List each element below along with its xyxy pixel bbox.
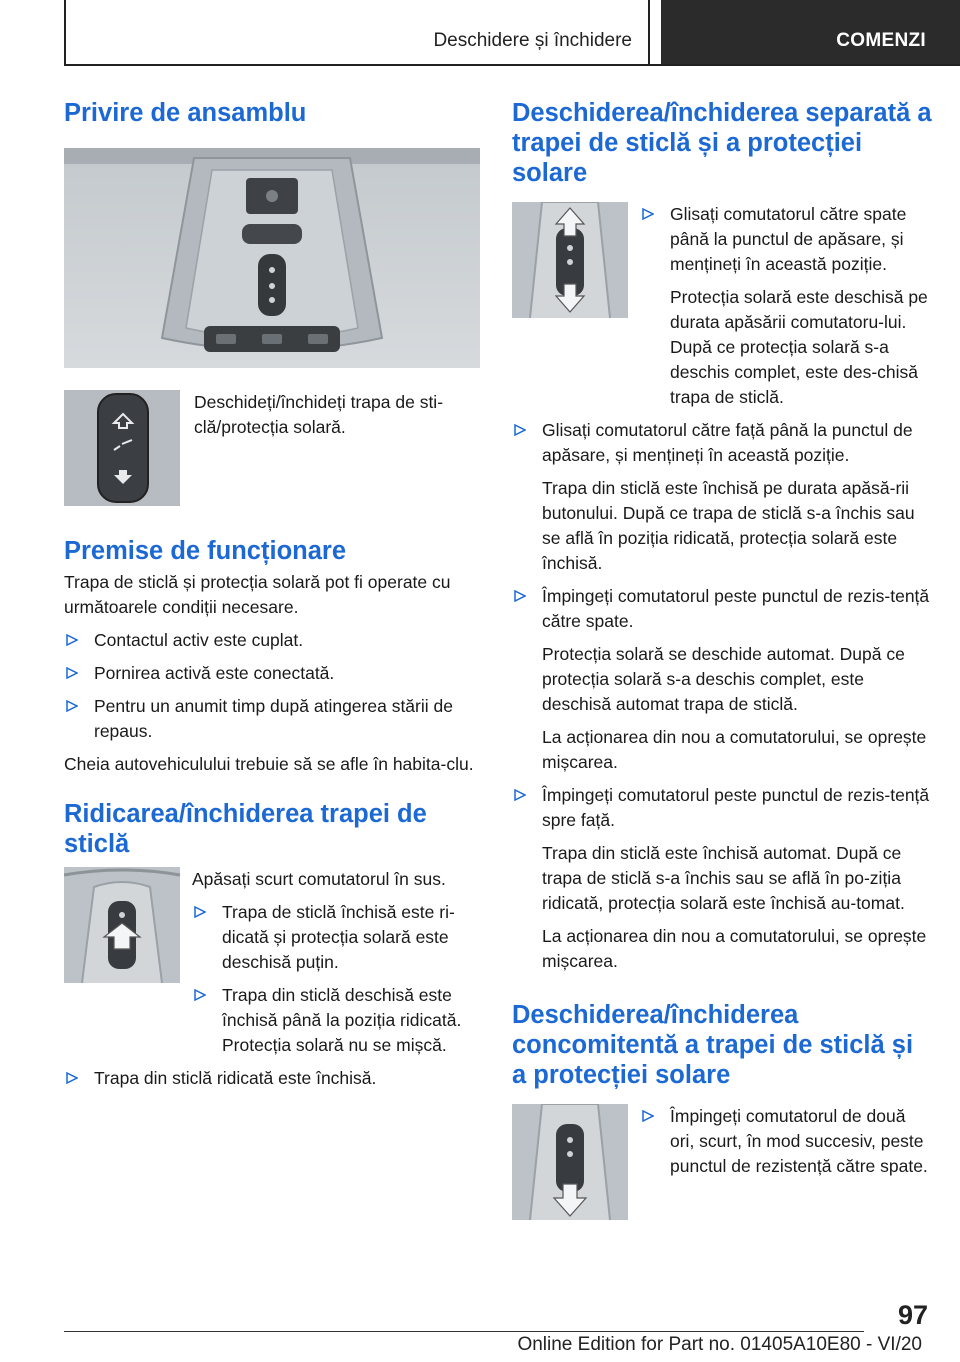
triangle-right-outline-icon [66,1072,78,1084]
header-rule [66,64,960,66]
prerequisites-note: Cheia autovehiculului trebuie să se afle în habita-clu. [64,754,474,774]
list-item: Pentru un anumit timp după atingerea stării de repaus. [64,694,484,744]
triangle-right-outline-icon [66,667,78,679]
separate-list-2 [512,418,932,974]
together-heading: Deschiderea/închiderea concomitentă a trapei de sticlă și a protecției solare [512,1001,914,1089]
raise-close-heading: Ridicarea/închiderea trapei de sticlă [64,800,427,858]
triangle-right-outline-icon [194,906,206,918]
footer-edition: Online Edition for Part no. 01405A10E80 - VI/20 [517,1334,922,1355]
list-item: Împingeți comutatorul peste punctul de rezis-tență către spate. Protecția solară se deschide automat. După ce protecția solară s-a deschis complet, este deschisă automat trapa de sticlă. La acționarea din nou a comutatorului, se oprește mișcarea. [512,584,932,775]
triangle-right-outline-icon [514,789,526,801]
prerequisites-heading: Premise de funcționare [64,537,347,565]
overview-caption-row [64,390,484,506]
triangle-right-outline-icon [194,989,206,1001]
together-list [640,1104,932,1179]
switch-slide-illustration [512,202,628,318]
triangle-right-outline-icon [66,700,78,712]
list-item: Trapa din sticlă ridicată este închisă. [64,1066,484,1091]
prerequisites-intro: Trapa de sticlă și protecția solară pot fi operate cu următoarele condiții necesare. [64,572,451,617]
triangle-right-outline-icon [514,424,526,436]
switch-closeup-image [64,390,180,506]
roof-switch-illustration [64,390,180,506]
header-section-tab[interactable]: COMENZI [661,0,960,64]
right-column [512,98,932,1220]
triangle-right-outline-icon [642,1110,654,1122]
triangle-right-outline-icon [514,590,526,602]
separate-list-1 [640,202,932,410]
raise-close-list [192,900,484,1058]
overhead-console-illustration [64,148,480,368]
list-item: Trapa de sticlă închisă este ri-dicată și protecția solară este deschisă puțin. [192,900,484,975]
switch-double-push-image [512,1104,628,1220]
footer-rule [64,1331,864,1332]
triangle-right-outline-icon [66,634,78,646]
raise-close-list-2 [64,1066,484,1091]
switch-push-up-illustration [64,867,180,983]
switch-slide-image [512,202,628,318]
list-item: Împingeți comutatorul de două ori, scurt, în mod succesiv, peste punctul de rezistență către spate. [640,1104,932,1179]
page-number: 97 [897,1300,928,1330]
prerequisites-list [64,628,484,744]
list-item: Trapa din sticlă deschisă este închisă până la poziția ridicată. Protecția solară nu se mișcă. [192,983,484,1058]
triangle-right-outline-icon [642,208,654,220]
list-item: Glisați comutatorul către spate până la punctul de apăsare, și mențineți în această poziție. Protecția solară este deschisă pe durata apăsării comutatoru-lui. După ce protecția solară s-a deschis complet, este des-chisă trapa de sticlă. [640,202,932,410]
overview-caption: Deschideți/închideți trapa de sti-clă/protecția solară. [194,392,444,437]
raise-close-row [64,867,484,1058]
switch-double-push-illustration [512,1104,628,1220]
list-item: Împingeți comutatorul peste punctul de rezis-tență spre față. Trapa din sticlă este închisă automat. După ce trapa de sticlă s-a închis sau se află în po-ziția ridicată, protecția solară este închisă au-tomat. La acționarea din nou a comutatorului, se oprește mișcarea. [512,783,932,974]
header-chapter: Deschidere și închidere [66,0,650,64]
list-item: Glisați comutatorul către față până la punctul de apăsare, și mențineți în această poziție. Trapa din sticlă este închisă pe durata apăsă-rii butonului. După ce trapa de sticlă s-a închis sau se află în poziția ridicată, protecția solară este închisă. [512,418,932,576]
separate-row [512,202,932,410]
list-item: Pornirea activă este conectată. [64,661,484,686]
left-column [64,98,484,1091]
list-item: Contactul activ este cuplat. [64,628,484,653]
overhead-console-image [64,148,480,368]
raise-close-intro: Apăsați scurt comutatorul în sus. [192,869,446,889]
overview-heading: Privire de ansamblu [64,99,307,127]
switch-push-up-image [64,867,180,983]
separate-heading: Deschiderea/închiderea separată a trapei de sticlă și a protecției solare [512,99,932,187]
together-row [512,1104,932,1220]
